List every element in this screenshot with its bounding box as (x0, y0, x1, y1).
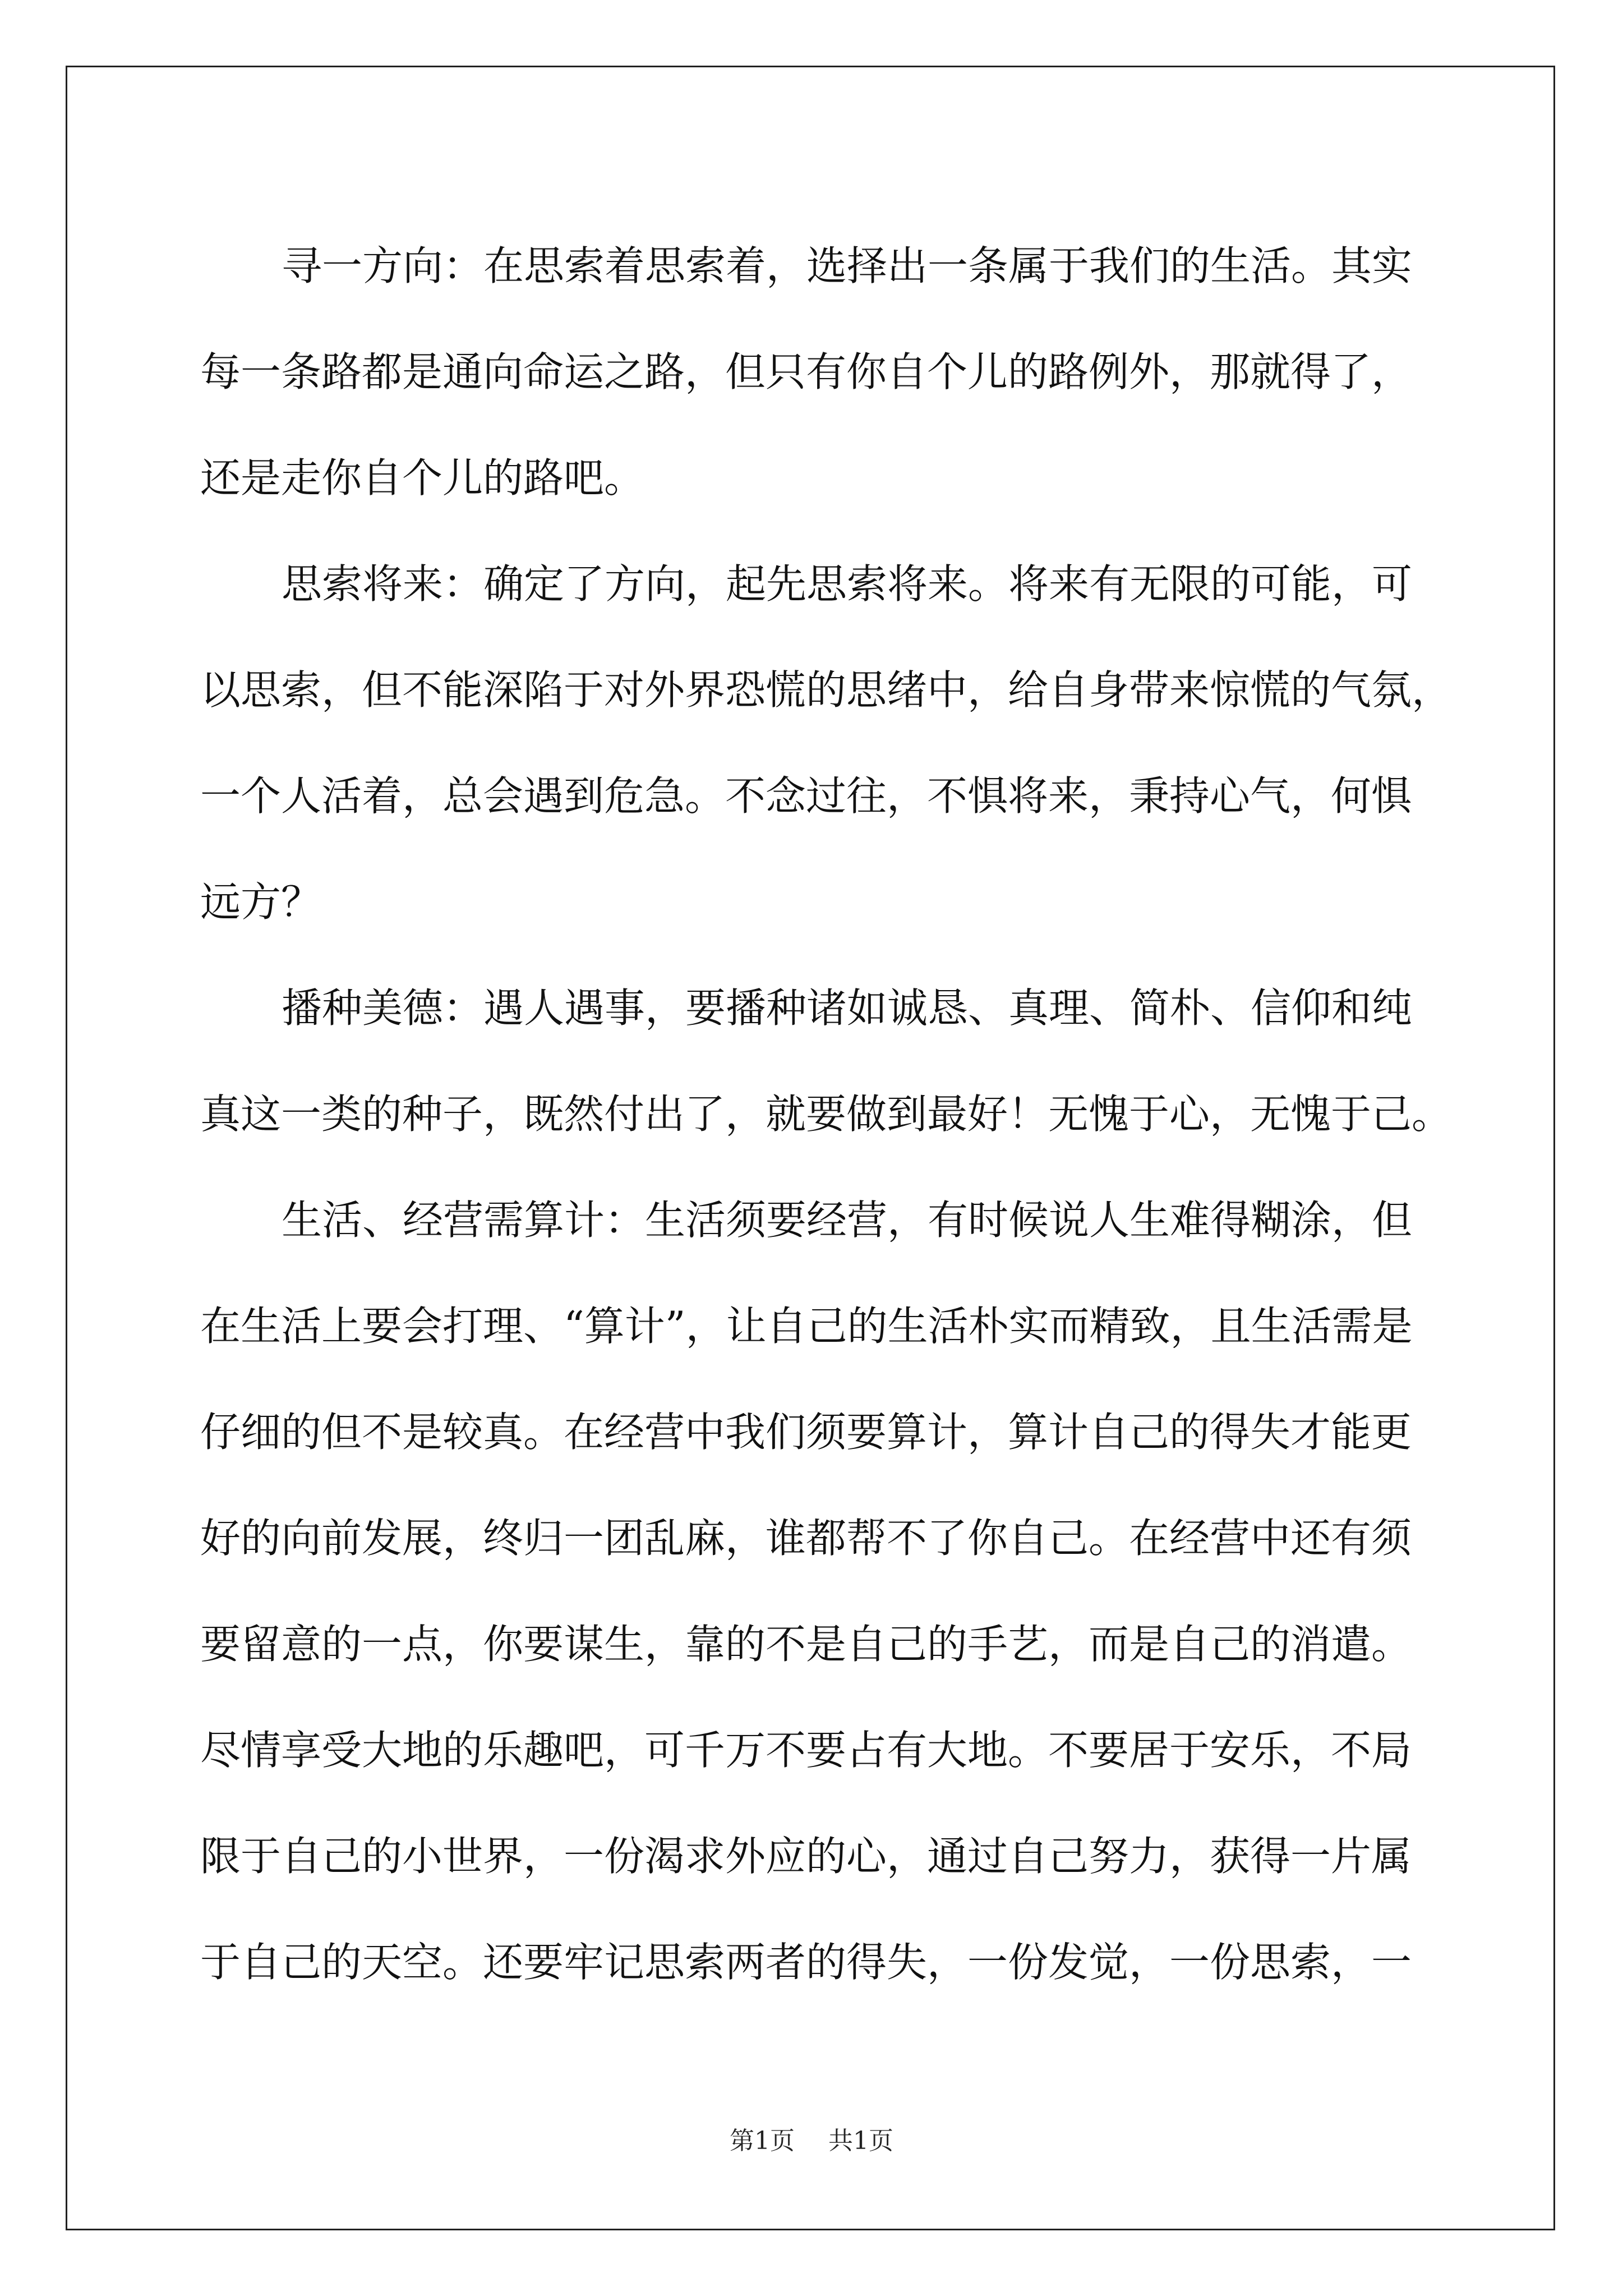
text-line: 于自己的天空。还要牢记思索两者的得失，一份发觉，一份思索，一 (200, 1939, 1412, 1986)
text-line: 真这一类的种子，既然付出了，就要做到最好！无愧于心，无愧于己。 (200, 1091, 1453, 1138)
text-line: 每一条路都是通向命运之路，但只有你自个儿的路例外，那就得了， (200, 348, 1412, 395)
text-line: 在生活上要会打理、“算计”，让自己的生活朴实而精致，且生活需是 (200, 1303, 1413, 1350)
text-line: 思索将来：确定了方向，起先思索将来。将来有无限的可能，可 (282, 560, 1413, 608)
text-line: 寻一方向：在思索着思索着，选择出一条属于我们的生活。其实 (282, 242, 1413, 289)
text-line: 以思索，但不能深陷于对外界恐慌的思绪中，给自身带来惊慌的气氛， (200, 666, 1453, 714)
text-line: 仔细的但不是较真。在经营中我们须要算计，算计自己的得失才能更 (200, 1409, 1412, 1456)
page-total: 共1页 (828, 2127, 893, 2155)
text-line: 要留意的一点，你要谋生，靠的不是自己的手艺，而是自己的消遣。 (200, 1621, 1412, 1668)
page-number: 第1页 (730, 2127, 795, 2155)
text-line: 播种美德：遇人遇事，要播种诸如诚恳、真理、简朴、信仰和纯 (282, 984, 1413, 1032)
text-line: 好的向前发展，终归一团乱麻，谁都帮不了你自己。在经营中还有须 (200, 1515, 1412, 1562)
text-line: 限于自己的小世界，一份渴求外应的心，通过自己努力，获得一片属 (200, 1833, 1412, 1880)
text-line: 一个人活着，总会遇到危急。不念过往，不惧将来，秉持心气，何惧 (200, 772, 1412, 820)
text-line: 生活、经营需算计：生活须要经营，有时候说人生难得糊涂，但 (282, 1197, 1413, 1244)
text-line: 还是走你自个儿的路吧。 (200, 454, 645, 501)
text-line: 远方？ (200, 878, 322, 926)
text-line: 尽情享受大地的乐趣吧，可千万不要占有大地。不要居于安乐，不局 (200, 1727, 1412, 1774)
document-body (200, 213, 1453, 2016)
page-footer (0, 2120, 1623, 2156)
